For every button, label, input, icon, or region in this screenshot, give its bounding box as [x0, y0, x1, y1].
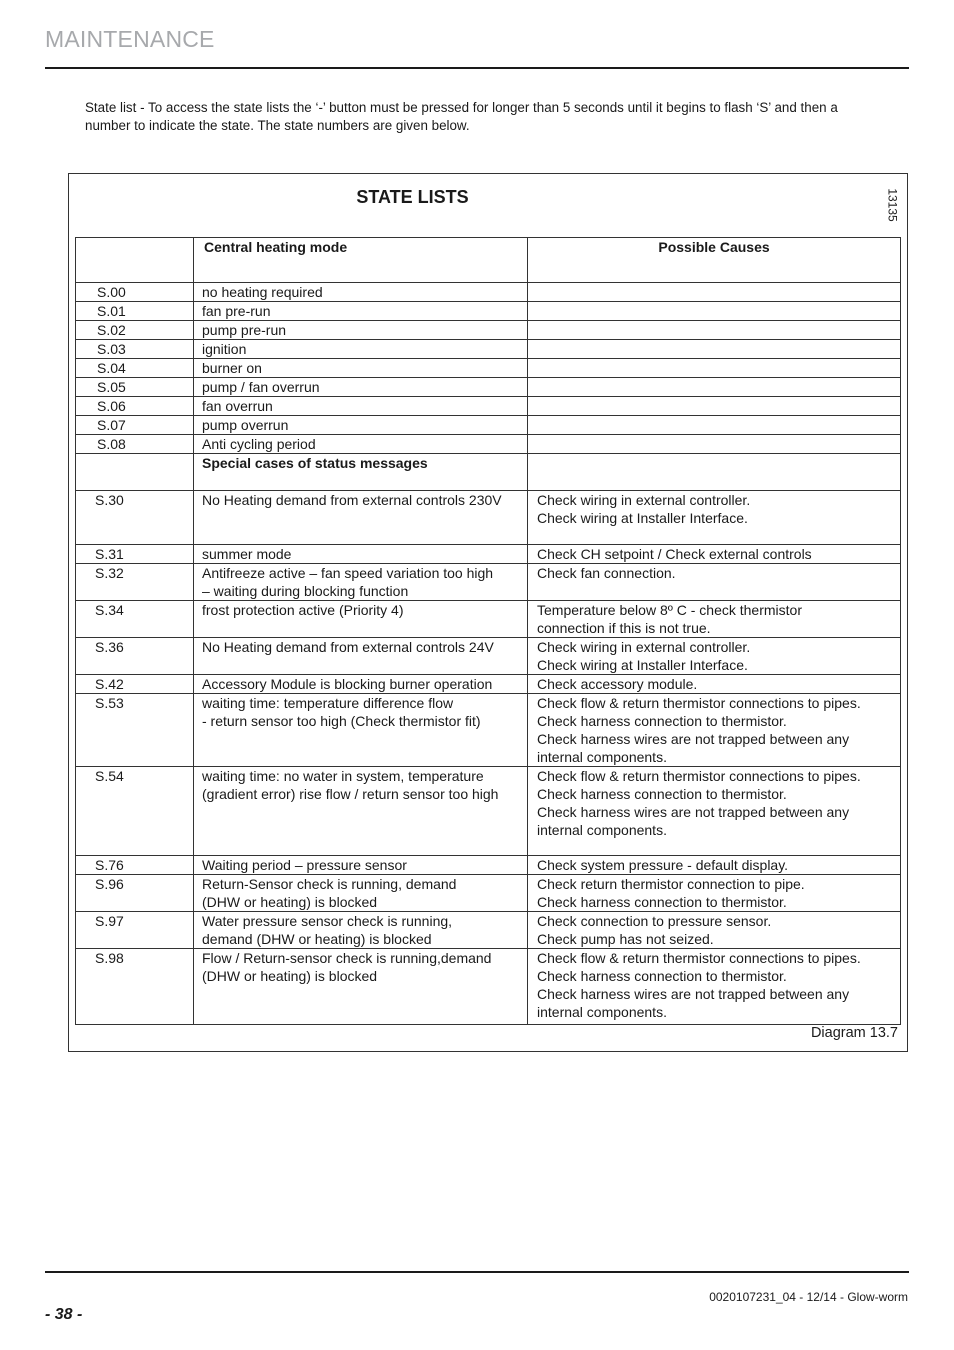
state-description-cell [194, 767, 528, 856]
state-list-table [75, 237, 901, 1025]
table-row [76, 321, 901, 340]
table-row [76, 378, 901, 397]
diagram-title: STATE LISTS [356, 187, 469, 207]
table-row [76, 767, 901, 856]
state-code-cell: S.36 [76, 638, 194, 675]
diagram-caption: Diagram 13.7 [810, 1025, 898, 1041]
state-description-cell [194, 564, 528, 601]
cell-line: Check pump has not seized. [537, 931, 714, 947]
possible-causes-cell [528, 340, 901, 359]
state-description-cell: Anti cycling period [194, 435, 528, 454]
cell-line: Check flow & return thermistor connections to pipes. [537, 950, 861, 966]
possible-causes-cell [528, 302, 901, 321]
cell-line: Check harness wires are not trapped between any [537, 804, 850, 820]
state-description-cell: pump / fan overrun [194, 378, 528, 397]
table-row [76, 856, 901, 875]
cell-line: - return sensor too high (Check thermistor fit) [202, 713, 481, 729]
state-code-cell: S.00 [76, 283, 194, 302]
table-row [76, 675, 901, 694]
possible-causes-cell [528, 545, 901, 564]
state-description-cell [194, 949, 528, 1025]
state-description-cell [194, 545, 528, 564]
possible-causes-cell [528, 912, 901, 949]
cell-line: Temperature below 8º C - check thermistor [537, 602, 802, 618]
table-row [76, 397, 901, 416]
cell-line: Check harness connection to thermistor. [537, 713, 787, 729]
possible-causes-cell [528, 564, 901, 601]
state-description-cell: fan pre-run [194, 302, 528, 321]
state-code-cell: S.31 [76, 545, 194, 564]
cell-line: Check harness connection to thermistor. [537, 894, 787, 910]
header-divider [45, 67, 909, 69]
cell-line: Check fan connection. [537, 565, 676, 581]
special-heading-code-cell [76, 454, 194, 491]
state-description-cell [194, 638, 528, 675]
cell-line: Check harness connection to thermistor. [537, 786, 787, 802]
cell-line: Check return thermistor connection to pipe. [537, 876, 805, 892]
table-row [76, 491, 901, 545]
special-cases-heading: Special cases of status messages [194, 454, 528, 491]
table-row [76, 359, 901, 378]
footer-divider [45, 1271, 909, 1273]
possible-causes-cell [528, 397, 901, 416]
cell-line: Return-Sensor check is running, demand [202, 876, 457, 892]
cell-line: Check accessory module. [537, 676, 698, 692]
cell-line: Check wiring in external controller. [537, 492, 751, 508]
cell-line: (DHW or heating) is blocked [202, 968, 378, 984]
cell-line: Waiting period – pressure sensor [202, 857, 407, 873]
page-number: - 38 - [45, 1306, 83, 1323]
possible-causes-cell [528, 949, 901, 1025]
possible-causes-cell [528, 638, 901, 675]
state-code-cell: S.30 [76, 491, 194, 545]
state-code-cell: S.42 [76, 675, 194, 694]
cell-line: Check harness connection to thermistor. [537, 968, 787, 984]
table-row [76, 416, 901, 435]
table-row [76, 694, 901, 767]
table-header-row [76, 238, 901, 283]
possible-causes-cell [528, 675, 901, 694]
state-code-cell: S.54 [76, 767, 194, 856]
possible-causes-cell [528, 359, 901, 378]
cell-line: internal components. [537, 822, 667, 838]
state-description-cell [194, 675, 528, 694]
cell-line: Check harness wires are not trapped between any [537, 986, 850, 1002]
state-code-cell: S.07 [76, 416, 194, 435]
cell-line: (DHW or heating) is blocked [202, 894, 378, 910]
possible-causes-cell [528, 378, 901, 397]
special-cases-heading-row [76, 454, 901, 491]
state-description-cell [194, 694, 528, 767]
possible-causes-cell [528, 767, 901, 856]
state-code-cell: S.08 [76, 435, 194, 454]
state-code-cell: S.05 [76, 378, 194, 397]
cell-line: Check system pressure - default display. [537, 857, 789, 873]
cell-line: Check CH setpoint / Check external controls [537, 546, 812, 562]
possible-causes-cell [528, 491, 901, 545]
cell-line: waiting time: no water in system, temperature [202, 768, 484, 784]
cell-line: demand (DHW or heating) is blocked [202, 931, 432, 947]
cell-line: Check wiring in external controller. [537, 639, 751, 655]
cell-line: Check harness wires are not trapped between any [537, 731, 850, 747]
state-description-cell: burner on [194, 359, 528, 378]
state-description-cell: pump overrun [194, 416, 528, 435]
table-row [76, 564, 901, 601]
state-code-cell: S.32 [76, 564, 194, 601]
table-row [76, 601, 901, 638]
cell-line: Check wiring at Installer Interface. [537, 657, 748, 673]
cell-line: Check connection to pressure sensor. [537, 913, 772, 929]
state-description-cell: ignition [194, 340, 528, 359]
column-header-mode: Central heating mode [194, 238, 528, 283]
possible-causes-cell [528, 283, 901, 302]
document-reference: 0020107231_04 - 12/14 - Glow-worm [709, 1290, 908, 1304]
state-description-cell [194, 875, 528, 912]
cell-line: Check flow & return thermistor connections to pipes. [537, 768, 861, 784]
table-row [76, 340, 901, 359]
state-code-cell: S.03 [76, 340, 194, 359]
table-row [76, 638, 901, 675]
possible-causes-cell [528, 856, 901, 875]
possible-causes-cell [528, 416, 901, 435]
page-header-title: MAINTENANCE [45, 26, 215, 52]
state-description-cell [194, 491, 528, 545]
state-code-cell: S.06 [76, 397, 194, 416]
table-row [76, 949, 901, 1025]
cell-line: – waiting during blocking function [202, 583, 409, 599]
cell-line: frost protection active (Priority 4) [202, 602, 404, 618]
table-row [76, 545, 901, 564]
possible-causes-cell [528, 601, 901, 638]
state-description-cell: pump pre-run [194, 321, 528, 340]
possible-causes-cell [528, 435, 901, 454]
cell-line: Check flow & return thermistor connections to pipes. [537, 695, 861, 711]
cell-line: internal components. [537, 749, 667, 765]
possible-causes-cell [528, 875, 901, 912]
state-description-cell [194, 912, 528, 949]
state-code-cell: S.01 [76, 302, 194, 321]
cell-line: internal components. [537, 1004, 667, 1020]
state-code-cell: S.76 [76, 856, 194, 875]
cell-line: Check wiring at Installer Interface. [537, 510, 748, 526]
possible-causes-cell [528, 694, 901, 767]
possible-causes-cell [528, 321, 901, 340]
state-code-cell: S.04 [76, 359, 194, 378]
cell-line: summer mode [202, 546, 292, 562]
header-code-cell [76, 238, 194, 283]
state-description-cell: fan overrun [194, 397, 528, 416]
state-code-cell: S.98 [76, 949, 194, 1025]
state-code-cell: S.53 [76, 694, 194, 767]
diagram-reference-number: 13135 [885, 188, 900, 222]
table-row [76, 875, 901, 912]
cell-line: Water pressure sensor check is running, [202, 913, 453, 929]
cell-line: waiting time: temperature difference flow [202, 695, 454, 711]
intro-paragraph: State list - To access the state lists the ‘-’ button must be pressed for longer than 5 seconds until it begins to flash ‘S’ and then a number to indicate the state. The state numbers are given below. [85, 100, 838, 133]
cell-line: Antifreeze active – fan speed variation too high [202, 565, 494, 581]
table-row [76, 283, 901, 302]
cell-line: Flow / Return-sensor check is running,demand [202, 950, 492, 966]
table-row [76, 912, 901, 949]
state-description-cell [194, 601, 528, 638]
cell-line: No Heating demand from external controls 24V [202, 639, 494, 655]
cell-line: connection if this is not true. [537, 620, 711, 636]
state-description-cell: no heating required [194, 283, 528, 302]
state-code-cell: S.97 [76, 912, 194, 949]
table-row [76, 302, 901, 321]
cell-line: Accessory Module is blocking burner operation [202, 676, 493, 692]
state-description-cell [194, 856, 528, 875]
cell-line: No Heating demand from external controls 230V [202, 492, 502, 508]
state-code-cell: S.34 [76, 601, 194, 638]
state-code-cell: S.96 [76, 875, 194, 912]
state-code-cell: S.02 [76, 321, 194, 340]
special-heading-causes-cell [528, 454, 901, 491]
table-row [76, 435, 901, 454]
column-header-causes: Possible Causes [528, 238, 901, 283]
cell-line: (gradient error) rise flow / return sensor too high [202, 786, 499, 802]
